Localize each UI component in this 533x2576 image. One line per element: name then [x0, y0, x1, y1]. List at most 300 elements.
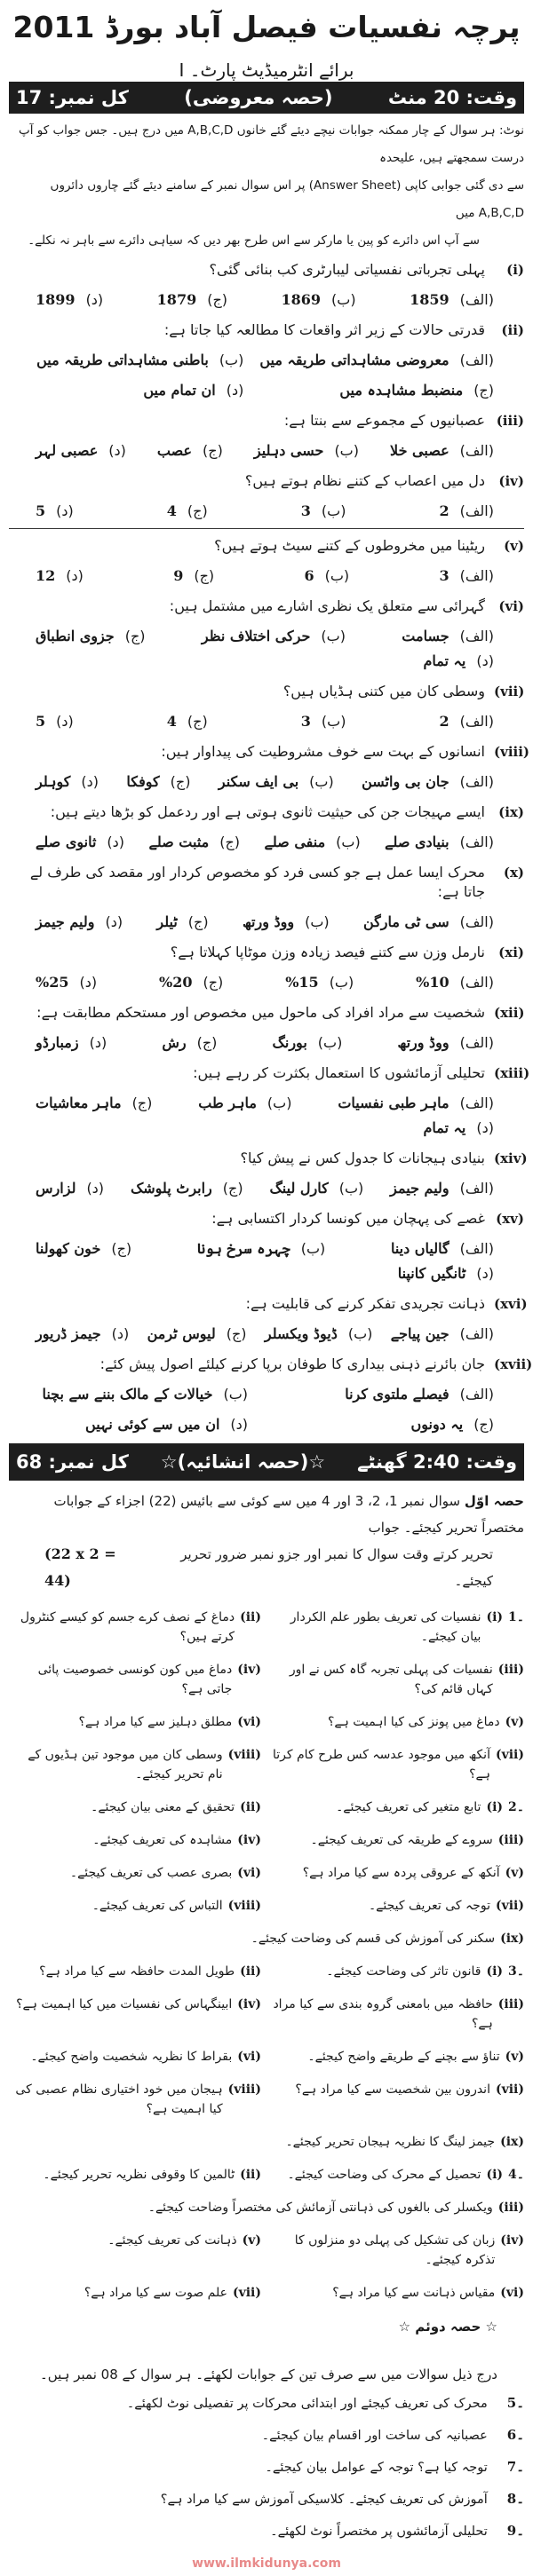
answer-option[interactable]	[173, 566, 214, 586]
answer-option[interactable]	[269, 1179, 363, 1198]
question-number: 7۔	[506, 2459, 524, 2475]
short-question	[272, 2080, 524, 2119]
answer-option[interactable]	[416, 973, 494, 992]
answer-option[interactable]	[36, 913, 123, 932]
short-question-row	[9, 1654, 524, 1706]
option-label: (ب)	[223, 1386, 248, 1403]
question-text: تحلیلی آزمائشوں کا استعمال بکثرت کر رہے ہیں:	[193, 1064, 485, 1081]
question-text: نفسیات کی پہلی تجربہ گاہ کس نے اور کہاں قائم کی؟	[289, 1663, 493, 1696]
option-label: (د)	[81, 773, 99, 790]
option-text: عصبی لہر	[36, 442, 99, 459]
answer-option[interactable]	[391, 1324, 494, 1344]
option-text: عصبی خلا	[390, 442, 449, 459]
option-text: خیالات کے مالک بننے سے بچنا	[42, 1386, 213, 1403]
option-text: حسی دہلیز	[253, 442, 324, 459]
mcq-question	[9, 315, 524, 345]
subjective-total-marks: کل نمبر: 68	[16, 1451, 129, 1473]
question-text: زبان کی تشکیل کی پہلی دو منزلوں کا تذکرہ کیجئے۔	[294, 2233, 496, 2267]
question-text: دماغ میں کون کونسی خصوصیت پائی جاتی ہے؟	[37, 1663, 233, 1696]
answer-option[interactable]	[36, 1094, 152, 1113]
short-question	[9, 2231, 261, 2270]
question-text: قدرتی حالات کے زیر اثر واقعات کا مطالعہ کیا جاتا ہے:	[163, 321, 485, 338]
short-question	[272, 2047, 524, 2066]
answer-option[interactable]	[424, 652, 495, 671]
option-label: (الف)	[459, 773, 494, 790]
answer-option[interactable]	[254, 441, 359, 461]
option-label: (ج)	[187, 502, 208, 519]
options-row	[9, 1379, 524, 1440]
option-text: رش	[162, 1034, 187, 1051]
answer-option[interactable]	[259, 351, 494, 370]
answer-option[interactable]	[259, 381, 494, 400]
option-label: (الف)	[459, 1094, 494, 1111]
objective-time: وقت: 20 منٹ	[387, 87, 517, 108]
short-question	[272, 1608, 524, 1647]
question-text: طویل المدت حافظہ سے کیا مراد ہے؟	[39, 1964, 235, 1979]
question-number: (viii)	[494, 744, 530, 760]
answer-option[interactable]	[36, 1324, 129, 1344]
answer-option[interactable]	[402, 627, 494, 646]
answer-option[interactable]	[36, 441, 126, 461]
options-row	[9, 707, 524, 737]
question-text: عصبانیوں کے مجموعے سے بنتا ہے:	[283, 412, 485, 429]
option-label: (الف)	[459, 291, 494, 308]
option-label: (ج)	[219, 834, 241, 850]
answer-option[interactable]	[36, 566, 84, 586]
answer-option[interactable]	[363, 913, 494, 932]
short-question-row	[9, 1857, 524, 1890]
answer-option[interactable]	[282, 290, 356, 310]
short-question	[9, 1962, 261, 1981]
answer-option[interactable]	[167, 712, 208, 731]
question-number: (xv)	[496, 1211, 524, 1227]
answer-option[interactable]	[338, 1094, 494, 1113]
answer-option[interactable]	[18, 351, 243, 370]
answer-option[interactable]	[157, 290, 227, 310]
option-text: ووڈ ورتھ	[242, 913, 295, 930]
question-text: آنکھ میں موجود عدسہ کس طرح کام کرتا ہے؟	[273, 1748, 490, 1782]
answer-option[interactable]	[131, 1179, 243, 1198]
part-number: (ii)	[240, 1610, 261, 1624]
question-text: سروے کے طریقہ کی تعریف کیجئے۔	[310, 1833, 493, 1847]
option-text: 3	[300, 713, 311, 730]
option-label: (ج)	[203, 974, 224, 991]
question-text: وسطی کان میں کتنی ہڈیاں ہیں؟	[282, 683, 485, 699]
answer-option[interactable]	[18, 381, 243, 400]
part-number: (i)	[486, 1964, 504, 1979]
long-question	[9, 2388, 524, 2420]
option-text: 9	[173, 567, 184, 584]
note-line: سے آپ اس دائرے کو پین یا مارکر سے اس طرح بھر دیں کہ سیاہی دائرے سے باہر نہ نکلے۔	[28, 233, 480, 248]
question-text: تناؤ سے بچنے کے طریقے واضح کیجئے۔	[307, 2050, 500, 2064]
answer-option[interactable]	[243, 913, 330, 932]
answer-option[interactable]	[264, 1385, 494, 1404]
question-number: (iii)	[496, 413, 524, 429]
option-text: 4	[166, 713, 177, 730]
short-question-row	[9, 1956, 524, 1988]
part-number: (v)	[505, 2050, 524, 2064]
answer-option[interactable]	[36, 290, 103, 310]
option-label: (الف)	[459, 1386, 494, 1403]
mcq-question	[9, 1204, 524, 1234]
question-text: مطلق دہلیز سے کیا مراد ہے؟	[78, 1715, 233, 1729]
part-number: (ii)	[240, 2168, 261, 2182]
part-number: (iv)	[237, 1997, 261, 2011]
option-text: زمبارڈو	[36, 1034, 79, 1051]
option-text: 3	[439, 567, 449, 584]
option-text: جان بی واٹسن	[362, 773, 449, 790]
mcq-question	[9, 591, 524, 621]
mcq-question	[9, 406, 524, 436]
subjective-section-title: ☆(حصہ انشائیہ)☆	[160, 1451, 326, 1473]
answer-option[interactable]	[197, 1239, 325, 1259]
option-text: ٹیلر	[156, 913, 178, 930]
question-text: حافظہ میں بامعنی گروہ بندی سے کیا مراد ہے؟	[273, 1997, 493, 2031]
answer-option[interactable]	[362, 772, 494, 792]
option-label: (ج)	[124, 628, 146, 644]
answer-option[interactable]	[391, 1239, 494, 1259]
paper-title: پرچہ نفسیات فیصل آباد بورڈ 2011	[12, 10, 521, 44]
answer-option[interactable]	[36, 833, 124, 852]
option-text: لزارس	[36, 1180, 76, 1197]
option-text: 3	[300, 502, 311, 519]
answer-option[interactable]	[148, 833, 240, 852]
options-row	[9, 436, 524, 466]
short-question-row	[9, 1923, 524, 1956]
subjective-time: وقت: 2:40 گھنٹے	[357, 1451, 517, 1473]
question-number: 8۔	[506, 2491, 524, 2507]
mcq-question	[9, 531, 524, 561]
mcq-question	[9, 1349, 533, 1379]
option-label: (ج)	[222, 1180, 243, 1197]
option-text: منضبط مشاہدہ میں	[339, 382, 464, 399]
question-number: (xii)	[494, 1005, 525, 1021]
answer-option[interactable]	[36, 772, 99, 792]
question-text: محرک کی تعریف کیجئے اور ابتدائی محرکات پر تفصیلی نوٹ لکھئے۔	[126, 2397, 488, 2411]
short-question	[272, 1863, 524, 1883]
part-number: (vi)	[237, 1715, 261, 1729]
question-text: ٹالمین کا وقوفی نظریہ تحریر کیجئے۔	[43, 2168, 235, 2182]
part-number: (iv)	[237, 1833, 261, 1847]
option-label: (د)	[230, 1416, 248, 1433]
option-text: فیصلے ملتوی کرنا	[345, 1386, 449, 1403]
option-text: معروضی مشاہداتی طریقہ میں	[259, 352, 449, 368]
question-text: تحصیل کے محرک کی وضاحت کیجئے۔	[287, 2168, 481, 2182]
question-number: (xi)	[498, 944, 524, 960]
part-number: (vi)	[500, 2286, 524, 2300]
answer-option[interactable]	[36, 973, 97, 992]
option-label: (ب)	[324, 567, 350, 584]
divider	[9, 528, 524, 529]
part2-heading: ☆ حصہ دوئم ☆	[398, 2319, 497, 2335]
answer-option[interactable]	[439, 712, 494, 731]
option-text: 2	[439, 713, 449, 730]
question-number: (x)	[503, 865, 524, 881]
part-number: (v)	[505, 1715, 524, 1729]
note	[9, 117, 524, 255]
option-text: بورنگ	[272, 1034, 307, 1051]
answer-option[interactable]	[285, 973, 354, 992]
part-number: (vii)	[495, 2082, 524, 2097]
mcq-section	[9, 255, 533, 1440]
short-question	[9, 2080, 261, 2119]
option-text: جیمز ڈریور	[36, 1325, 101, 1342]
option-text: جزوی انطباق	[36, 628, 115, 644]
short-question	[9, 1660, 261, 1699]
options-row	[9, 285, 524, 315]
question-text: بصری عصب کی تعریف کیجئے۔	[69, 1866, 233, 1880]
part-number: (ix)	[500, 2135, 524, 2149]
answer-option[interactable]	[265, 1324, 373, 1344]
option-label: (ب)	[309, 773, 334, 790]
short-question	[9, 1995, 261, 2034]
answer-option[interactable]	[36, 502, 74, 521]
option-label: (د)	[476, 1119, 494, 1136]
question-text: مقیاس ذہانت سے کیا مراد ہے؟	[332, 2286, 496, 2300]
note-line: نوٹ: ہر سوال کے چار ممکنہ جوابات نیچے دیئے گئے خانوں A,B,C,D میں درج ہیں۔ جس جواب کو آپ درست سمجھتے ہیں، علیحدہ	[19, 123, 524, 165]
option-text: 25%	[36, 974, 69, 991]
question-number: (v)	[504, 538, 524, 554]
option-label: (الف)	[459, 1180, 494, 1197]
short-question-row	[9, 1601, 524, 1654]
question-text: تابع متغیر کی تعریف کیجئے۔	[336, 1800, 481, 1814]
question-text: محرک ایسا عمل ہے جو کسی فرد کو مخصوص کردار اور مقصد کی طرف لے جاتا ہے:	[29, 864, 485, 900]
answer-option[interactable]	[424, 1118, 495, 1138]
question-text: عصبانیہ کی ساخت اور اقسام بیان کیجئے۔	[261, 2429, 488, 2443]
answer-option[interactable]	[147, 1324, 247, 1344]
answer-option[interactable]	[36, 1179, 104, 1198]
answer-option[interactable]	[264, 1415, 494, 1434]
mcq-question	[9, 937, 524, 968]
part-number: (vi)	[237, 1866, 261, 1880]
question-text: التباس کی تعریف کیجئے۔	[91, 1899, 223, 1913]
question-number: 6۔	[506, 2427, 524, 2443]
question-text: مشاہدہ کی تعریف کیجئے۔	[92, 1833, 233, 1847]
option-label: (الف)	[459, 352, 494, 368]
question-text: آنکھ کے عروقی پردہ سے کیا مراد ہے؟	[302, 1866, 500, 1880]
options-row	[9, 561, 524, 591]
objective-total-marks: کل نمبر: 17	[16, 87, 129, 108]
short-question	[272, 1660, 524, 1699]
option-label: (ب)	[331, 291, 356, 308]
answer-option[interactable]	[410, 290, 494, 310]
question-text: ذہانت کی تعریف کیجئے۔	[107, 2233, 237, 2248]
option-label: (الف)	[459, 567, 494, 584]
options-row	[9, 621, 524, 676]
answer-option[interactable]	[390, 441, 494, 461]
question-text: نفسیات کی تعریف بطور علم الکردار بیان کیجئے۔	[290, 1610, 481, 1644]
option-text: بنیادی صلے	[385, 834, 449, 850]
short-question	[9, 1798, 261, 1817]
answer-option[interactable]	[301, 502, 346, 521]
part-number: (i)	[486, 1800, 504, 1814]
option-label: (ب)	[266, 1094, 292, 1111]
short-question	[272, 2283, 524, 2303]
option-label: (ب)	[321, 502, 346, 519]
short-question	[9, 2198, 524, 2217]
option-text: جین پیاجے	[390, 1325, 449, 1342]
option-label: (ج)	[203, 442, 223, 459]
question-text: توجہ کی تعریف کیجئے۔	[368, 1899, 490, 1913]
option-label: (ج)	[187, 913, 209, 930]
part-number: (viii)	[227, 2082, 261, 2097]
answer-option[interactable]	[198, 1094, 291, 1113]
option-text: مثبت صلے	[148, 834, 210, 850]
option-text: 2	[439, 502, 449, 519]
option-text: ولیم جیمز	[390, 1180, 449, 1197]
option-label: (د)	[85, 291, 104, 308]
answer-option[interactable]	[126, 772, 190, 792]
option-label: (ب)	[321, 628, 346, 644]
option-text: سی ٹی مارگن	[362, 913, 449, 930]
option-label: (ج)	[170, 773, 191, 790]
question-number: (ix)	[498, 804, 524, 820]
answer-option[interactable]	[18, 1415, 248, 1434]
part-number: (iii)	[497, 2201, 524, 2215]
answer-option[interactable]	[157, 441, 223, 461]
option-text: بی ایف سکنر	[218, 773, 299, 790]
short-question-row	[9, 1824, 524, 1857]
long-question	[9, 2516, 524, 2548]
option-text: ماہر معاشیات	[36, 1094, 122, 1111]
answer-option[interactable]	[304, 566, 349, 586]
question-text: پہلی تجرباتی نفسیاتی لیبارٹری کب بنائی گئی؟	[209, 261, 485, 278]
short-question-row	[9, 2192, 524, 2224]
option-text: کوفکا	[126, 773, 160, 790]
short-question	[9, 1830, 261, 1850]
question-number: (vii)	[494, 684, 525, 699]
answer-option[interactable]	[265, 833, 361, 852]
question-text: ابینگہاس کی نفسیات میں کیا اہمیت ہے؟	[16, 1997, 233, 2011]
question-number: 5۔	[506, 2395, 524, 2411]
option-label: (الف)	[459, 713, 494, 730]
option-text: جسامت	[402, 628, 449, 644]
part1-heading: حصہ اوّل	[464, 1493, 524, 1509]
part-number: (vi)	[237, 2050, 261, 2064]
part-number: (ix)	[500, 1932, 524, 1946]
option-label: (د)	[66, 567, 84, 584]
short-question	[9, 1896, 261, 1916]
answer-option[interactable]	[439, 502, 494, 521]
answer-option[interactable]	[18, 1385, 248, 1404]
option-text: ان تمام میں	[143, 382, 216, 399]
question-text: ہیجان میں خود اختیاری نظام عصبی کی کیا اہمیت ہے؟	[15, 2082, 223, 2116]
answer-option[interactable]	[301, 712, 346, 731]
short-question	[272, 2231, 524, 2270]
answer-option[interactable]	[439, 566, 494, 586]
short-question	[9, 1745, 261, 1784]
mcq-question	[9, 676, 524, 707]
question-text: دماغ میں پونز کی کیا اہمیت ہے؟	[327, 1715, 500, 1729]
answer-option[interactable]	[385, 833, 494, 852]
option-label: (د)	[111, 1325, 130, 1342]
answer-option[interactable]	[36, 627, 146, 646]
short-question-row	[9, 2074, 524, 2126]
short-question	[9, 1863, 261, 1883]
paper-subtitle: برائے انٹرمیڈیٹ پارٹ۔ I	[179, 59, 354, 81]
question-text: انسانوں کے بہت سے خوف مشروطیت کی پیداوار ہیں:	[161, 743, 485, 760]
short-question-row	[9, 2041, 524, 2074]
option-text: 6	[304, 567, 314, 584]
answer-option[interactable]	[219, 772, 334, 792]
option-text: 5	[36, 713, 46, 730]
mcq-question	[9, 1289, 528, 1319]
option-label: (الف)	[459, 1325, 494, 1342]
option-text: یہ دونوں	[410, 1416, 464, 1433]
option-label: (د)	[86, 1180, 105, 1197]
option-text: ماہر طب	[198, 1094, 257, 1111]
options-row	[9, 1319, 524, 1349]
option-text: کوہلر	[36, 773, 71, 790]
part-number: (v)	[505, 1866, 524, 1880]
part1-instruction	[9, 1488, 524, 1541]
part-number: (viii)	[227, 1899, 261, 1913]
question-text: علم صوت سے کیا مراد ہے؟	[84, 2286, 227, 2300]
part-number: (ii)	[240, 1964, 261, 1979]
answer-option[interactable]	[273, 1033, 343, 1053]
answer-option[interactable]	[36, 1033, 107, 1053]
question-number: 9۔	[506, 2523, 524, 2539]
option-label: (الف)	[459, 913, 494, 930]
answer-option[interactable]	[167, 502, 208, 521]
answer-option[interactable]	[398, 1264, 494, 1284]
question-text: بقراط کا نظریہ شخصیت واضح کیجئے۔	[30, 2050, 233, 2064]
option-label: (ج)	[473, 1416, 494, 1433]
question-text: آموزش کی تعریف کیجئے۔ کلاسیکی آموزش سے کیا مراد ہے؟	[160, 2493, 488, 2507]
part-number: (ii)	[240, 1800, 261, 1814]
question-number: 2۔	[508, 1800, 524, 1814]
options-row	[9, 1028, 524, 1058]
options-row	[9, 1088, 524, 1143]
answer-option[interactable]	[36, 1239, 131, 1259]
part1-instruction-line-2	[9, 1541, 524, 1594]
answer-option[interactable]	[202, 627, 346, 646]
answer-option[interactable]	[36, 712, 74, 731]
answer-option[interactable]	[159, 973, 223, 992]
short-question	[9, 2165, 261, 2185]
short-question-row	[9, 1706, 524, 1739]
question-number: (i)	[506, 262, 524, 278]
option-label: (ب)	[334, 442, 359, 459]
question-text: قانون تاثر کی وضاحت کیجئے۔	[326, 1964, 481, 1979]
question-text: تحقیق کے معنی بیان کیجئے۔	[91, 1800, 235, 1814]
question-number: (xvi)	[494, 1296, 528, 1312]
option-text: منفی صلے	[264, 834, 326, 850]
option-label: (ج)	[131, 1094, 153, 1111]
option-text: ولیم جیمز	[36, 913, 95, 930]
answer-option[interactable]	[156, 913, 208, 932]
question-number: (xiii)	[494, 1065, 530, 1081]
question-number: (ii)	[501, 322, 524, 338]
long-questions	[9, 2388, 524, 2548]
mcq-question	[9, 998, 524, 1028]
answer-option[interactable]	[162, 1033, 217, 1053]
answer-option[interactable]	[390, 1179, 494, 1198]
options-row	[9, 345, 524, 406]
option-label: (ب)	[305, 913, 330, 930]
option-label: (الف)	[459, 442, 494, 459]
short-question-row	[9, 1988, 524, 2041]
question-text: غصے کی پہچان میں کونسا کردار اکتسابی ہے:	[211, 1210, 485, 1227]
question-text: توجہ کیا ہے؟ توجہ کے عوامل بیان کیجئے۔	[265, 2461, 488, 2475]
option-label: (الف)	[459, 502, 494, 519]
question-text: دل میں اعصاب کے کتنے نظام ہوتے ہیں؟	[244, 472, 485, 489]
option-text: کارل لینگ	[269, 1180, 329, 1197]
option-label: (د)	[105, 913, 123, 930]
answer-option[interactable]	[397, 1033, 494, 1053]
option-label: (د)	[108, 442, 126, 459]
option-text: ماہر طبی نفسیات	[338, 1094, 449, 1111]
